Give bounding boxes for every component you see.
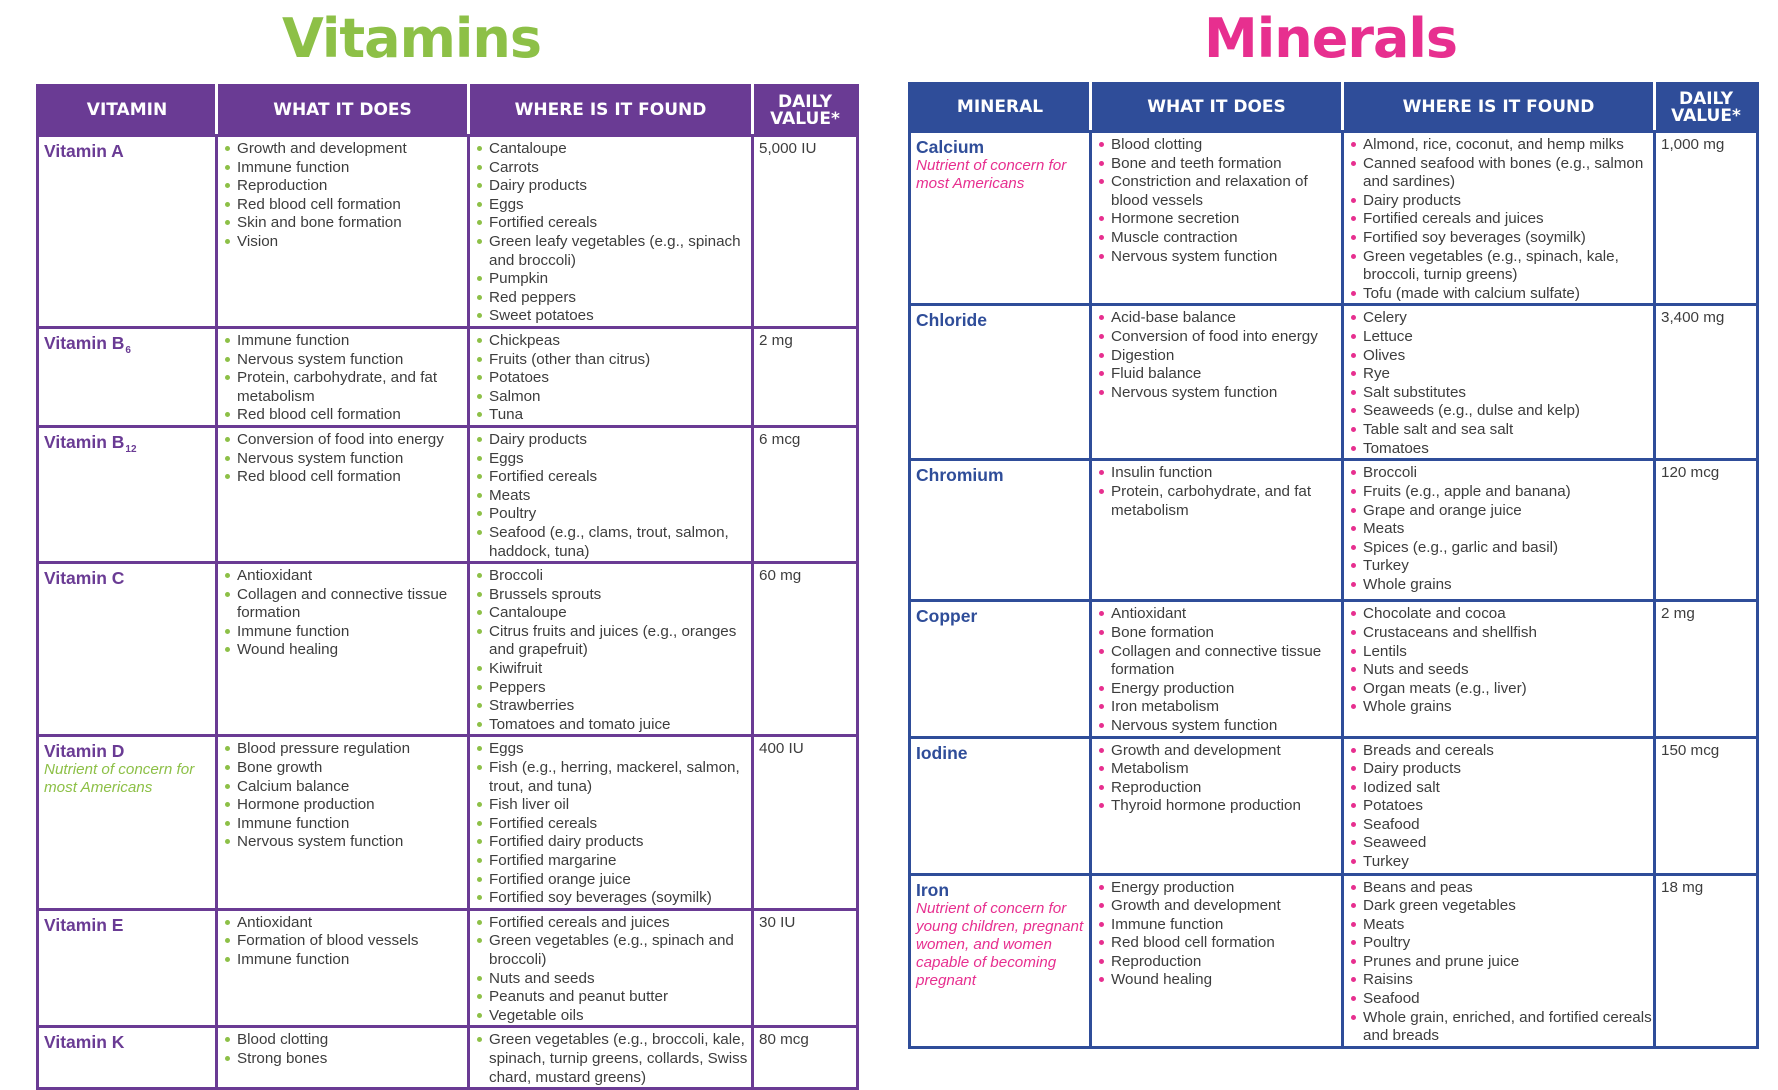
list-item: Broccoli (475, 567, 751, 586)
list-item: Immune function (223, 623, 467, 642)
list-item: Olives (1349, 347, 1653, 366)
vitamin-daily-value: 5,000 IU (753, 136, 858, 328)
list-item: Bone formation (1097, 624, 1341, 643)
mineral-where-found-list (1349, 605, 1653, 717)
list-item: Eggs (475, 450, 751, 469)
list-item: Poultry (1349, 934, 1653, 953)
vitamin-what-it-does-list (223, 332, 467, 425)
list-item: Whole grain, enriched, and fortified cereals and breads (1349, 1009, 1653, 1046)
list-item: Vision (223, 233, 467, 252)
list-item: Nervous system function (223, 833, 467, 852)
vitamin-name-cell (38, 563, 217, 736)
list-item: Tomatoes and tomato juice (475, 716, 751, 735)
mineral-name-text: Copper (916, 606, 978, 627)
mineral-where-found-list (1349, 464, 1653, 594)
list-item: Immune function (1097, 916, 1341, 935)
mineral-what-it-does-cell (1091, 132, 1343, 305)
vitamin-concern-note: Nutrient of concern for most Americans (44, 761, 195, 797)
mineral-name-cell (910, 737, 1091, 874)
mineral-row (910, 737, 1758, 874)
vitamin-what-it-does-list (223, 431, 467, 487)
mineral-name (916, 136, 1089, 157)
list-item: Fortified orange juice (475, 871, 751, 890)
list-item: Meats (1349, 520, 1653, 539)
mineral-where-found-list (1349, 136, 1653, 303)
mineral-what-it-does-cell (1091, 874, 1343, 1047)
list-item: Fluid balance (1097, 365, 1341, 384)
mineral-what-it-does-list (1097, 742, 1341, 816)
list-item: Kiwifruit (475, 660, 751, 679)
vitamin-where-found-cell (469, 909, 753, 1027)
mineral-row (910, 132, 1758, 305)
mineral-where-found-cell (1343, 737, 1655, 874)
list-item: Celery (1349, 309, 1653, 328)
vitamin-name-cell (38, 736, 217, 909)
list-item: Strawberries (475, 697, 751, 716)
vitamin-where-found-list (475, 431, 751, 561)
list-item: Seaweeds (e.g., dulse and kelp) (1349, 402, 1653, 421)
vitamin-daily-value: 6 mcg (753, 426, 858, 562)
mineral-what-it-does-list (1097, 309, 1341, 402)
mineral-name-text: Calcium (916, 137, 985, 157)
list-item: Dairy products (475, 431, 751, 450)
list-item: Broccoli (1349, 464, 1653, 483)
mineral-row (910, 305, 1758, 460)
vitamin-what-it-does-list (223, 914, 467, 970)
mineral-name-cell (910, 874, 1091, 1047)
minerals-header-daily-value: DAILY VALUE* (1655, 84, 1758, 132)
list-item: Green leafy vegetables (e.g., spinach and broccoli) (475, 233, 751, 270)
list-item: Lentils (1349, 643, 1653, 662)
list-item: Tofu (made with calcium sulfate) (1349, 285, 1653, 304)
list-item: Red blood cell formation (223, 406, 467, 425)
list-item: Nervous system function (1097, 384, 1341, 403)
mineral-daily-value: 18 mg (1655, 874, 1758, 1047)
vitamin-name-text: Vitamin E (44, 914, 124, 935)
minerals-header-what-it-does: WHAT IT DOES (1091, 84, 1343, 132)
mineral-name-text: Iron (916, 879, 950, 900)
vitamins-title: Vitamins (282, 7, 541, 70)
list-item: Turkey (1349, 557, 1653, 576)
mineral-daily-value: 1,000 mg (1655, 132, 1758, 305)
list-item: Almond, rice, coconut, and hemp milks (1349, 136, 1653, 155)
list-item: Beans and peas (1349, 879, 1653, 898)
list-item: Fish (e.g., herring, mackerel, salmon, trout, and tuna) (475, 759, 751, 796)
vitamin-where-found-list (475, 140, 751, 326)
vitamin-where-found-cell (469, 563, 753, 736)
list-item: Formation of blood vessels (223, 932, 467, 951)
list-item: Eggs (475, 740, 751, 759)
list-item: Fortified margarine (475, 852, 751, 871)
minerals-header-row (910, 84, 1758, 132)
list-item: Turkey (1349, 853, 1653, 872)
list-item: Metabolism (1097, 760, 1341, 779)
vitamin-daily-value: 2 mg (753, 327, 858, 426)
vitamin-what-it-does-list (223, 140, 467, 252)
mineral-daily-value: 120 mcg (1655, 460, 1758, 601)
list-item: Seafood (1349, 816, 1653, 835)
vitamin-what-it-does-cell (217, 736, 469, 909)
list-item: Blood pressure regulation (223, 740, 467, 759)
vitamin-what-it-does-list (223, 1031, 467, 1068)
list-item: Cantaloupe (475, 604, 751, 623)
vitamin-row (38, 136, 858, 328)
vitamin-name (44, 140, 215, 161)
list-item: Reproduction (1097, 953, 1341, 972)
list-item: Antioxidant (223, 567, 467, 586)
vitamin-row (38, 563, 858, 736)
mineral-name (916, 309, 1089, 330)
vitamin-where-found-list (475, 914, 751, 1026)
vitamin-name-cell (38, 909, 217, 1027)
list-item: Blood clotting (1097, 136, 1341, 155)
list-item: Meats (1349, 916, 1653, 935)
mineral-what-it-does-list (1097, 605, 1341, 735)
list-item: Reproduction (1097, 779, 1341, 798)
vitamin-daily-value: 30 IU (753, 909, 858, 1027)
list-item: Dairy products (1349, 192, 1653, 211)
list-item: Calcium balance (223, 778, 467, 797)
vitamin-what-it-does-cell (217, 426, 469, 562)
mineral-what-it-does-cell (1091, 305, 1343, 460)
list-item: Energy production (1097, 879, 1341, 898)
list-item: Canned seafood with bones (e.g., salmon and sardines) (1349, 155, 1653, 192)
list-item: Fortified cereals and juices (1349, 210, 1653, 229)
vitamin-name-text: Vitamin K (44, 1032, 125, 1053)
list-item: Nervous system function (1097, 717, 1341, 736)
vitamin-where-found-cell (469, 136, 753, 328)
mineral-what-it-does-list (1097, 136, 1341, 266)
vitamin-name (44, 740, 215, 761)
vitamin-where-found-list (475, 740, 751, 907)
vitamins-header-vitamin: VITAMIN (38, 86, 217, 136)
list-item: Protein, carbohydrate, and fat metabolism (1097, 483, 1341, 520)
list-item: Immune function (223, 332, 467, 351)
list-item: Bone growth (223, 759, 467, 778)
list-item: Antioxidant (223, 914, 467, 933)
list-item: Red blood cell formation (1097, 934, 1341, 953)
list-item: Conversion of food into energy (223, 431, 467, 450)
mineral-where-found-cell (1343, 132, 1655, 305)
vitamin-daily-value: 400 IU (753, 736, 858, 909)
vitamin-name-cell (38, 426, 217, 562)
mineral-name-cell (910, 132, 1091, 305)
mineral-daily-value: 3,400 mg (1655, 305, 1758, 460)
vitamins-header-where-found: WHERE IS IT FOUND (469, 86, 753, 136)
list-item: Iron metabolism (1097, 698, 1341, 717)
vitamins-header-row (38, 86, 858, 136)
list-item: Nuts and seeds (1349, 661, 1653, 680)
list-item: Potatoes (1349, 797, 1653, 816)
list-item: Cantaloupe (475, 140, 751, 159)
list-item: Strong bones (223, 1050, 467, 1069)
list-item: Reproduction (223, 177, 467, 196)
list-item: Peppers (475, 679, 751, 698)
list-item: Poultry (475, 505, 751, 524)
list-item: Meats (475, 487, 751, 506)
list-item: Spices (e.g., garlic and basil) (1349, 539, 1653, 558)
list-item: Pumpkin (475, 270, 751, 289)
list-item: Fruits (other than citrus) (475, 351, 751, 370)
list-item: Iodized salt (1349, 779, 1653, 798)
list-item: Peanuts and peanut butter (475, 988, 751, 1007)
vitamins-header-daily-value: DAILY VALUE* (753, 86, 858, 136)
list-item: Bone and teeth formation (1097, 155, 1341, 174)
minerals-header-mineral: MINERAL (910, 84, 1091, 132)
list-item: Growth and development (1097, 742, 1341, 761)
vitamin-name (44, 332, 215, 361)
list-item: Nervous system function (223, 351, 467, 370)
minerals-title: Minerals (1204, 7, 1458, 70)
list-item: Constriction and relaxation of blood vessels (1097, 173, 1341, 210)
vitamin-what-it-does-cell (217, 563, 469, 736)
mineral-name-text: Chromium (916, 465, 1004, 486)
vitamin-name-text: Vitamin A (44, 141, 124, 161)
mineral-name (916, 605, 1089, 626)
vitamin-where-found-list (475, 567, 751, 734)
list-item: Fish liver oil (475, 796, 751, 815)
list-item: Energy production (1097, 680, 1341, 699)
vitamin-name-text: Vitamin B (44, 431, 125, 452)
vitamin-where-found-cell (469, 736, 753, 909)
vitamin-daily-value: 60 mg (753, 563, 858, 736)
list-item: Chocolate and cocoa (1349, 605, 1653, 624)
minerals-table-body (910, 132, 1758, 1048)
mineral-name-cell (910, 601, 1091, 737)
mineral-name-text: Chloride (916, 310, 987, 331)
list-item: Brussels sprouts (475, 586, 751, 605)
list-item: Prunes and prune juice (1349, 953, 1653, 972)
mineral-daily-value: 2 mg (1655, 601, 1758, 737)
vitamin-name (44, 431, 215, 460)
vitamins-header-what-it-does: WHAT IT DOES (217, 86, 469, 136)
list-item: Table salt and sea salt (1349, 421, 1653, 440)
list-item: Dairy products (475, 177, 751, 196)
list-item: Seafood (e.g., clams, trout, salmon, haddock, tuna) (475, 524, 751, 561)
list-item: Nervous system function (223, 450, 467, 469)
vitamin-name-subscript: 6 (125, 344, 131, 356)
list-item: Fruits (e.g., apple and banana) (1349, 483, 1653, 502)
list-item: Seafood (1349, 990, 1653, 1009)
vitamin-where-found-list (475, 332, 751, 425)
list-item: Green vegetables (e.g., spinach, kale, broccoli, turnip greens) (1349, 248, 1653, 285)
list-item: Wound healing (1097, 971, 1341, 990)
list-item: Seaweed (1349, 834, 1653, 853)
list-item: Skin and bone formation (223, 214, 467, 233)
list-item: Fortified soy beverages (soymilk) (475, 889, 751, 908)
vitamin-name (44, 567, 215, 588)
list-item: Nervous system function (1097, 248, 1341, 267)
mineral-row (910, 874, 1758, 1047)
list-item: Fortified soy beverages (soymilk) (1349, 229, 1653, 248)
vitamin-where-found-cell (469, 426, 753, 562)
list-item: Rye (1349, 365, 1653, 384)
list-item: Fortified dairy products (475, 833, 751, 852)
list-item: Muscle contraction (1097, 229, 1341, 248)
vitamin-row (38, 736, 858, 909)
list-item: Eggs (475, 196, 751, 215)
list-item: Growth and development (1097, 897, 1341, 916)
list-item: Whole grains (1349, 698, 1653, 717)
list-item: Citrus fruits and juices (e.g., oranges and grapefruit) (475, 623, 751, 660)
list-item: Collagen and connective tissue formation (223, 586, 467, 623)
vitamin-name-text: Vitamin B (44, 332, 125, 353)
mineral-where-found-list (1349, 309, 1653, 458)
mineral-concern-note: Nutrient of concern for most Americans (916, 157, 1067, 192)
vitamin-name (44, 1031, 215, 1052)
vitamin-row (38, 909, 858, 1027)
mineral-what-it-does-cell (1091, 460, 1343, 601)
list-item: Chickpeas (475, 332, 751, 351)
vitamin-name (44, 914, 215, 935)
list-item: Green vegetables (e.g., spinach and broccoli) (475, 932, 751, 969)
list-item: Antioxidant (1097, 605, 1341, 624)
mineral-where-found-list (1349, 742, 1653, 872)
list-item: Red blood cell formation (223, 196, 467, 215)
mineral-where-found-cell (1343, 460, 1655, 601)
list-item: Wound healing (223, 641, 467, 660)
vitamin-row (38, 327, 858, 426)
mineral-where-found-cell (1343, 874, 1655, 1047)
vitamin-row (38, 426, 858, 562)
vitamins-table (36, 84, 859, 1090)
list-item: Whole grains (1349, 576, 1653, 595)
vitamin-name-text: Vitamin C (44, 568, 125, 589)
list-item: Digestion (1097, 347, 1341, 366)
mineral-what-it-does-list (1097, 879, 1341, 991)
vitamin-what-it-does-list (223, 567, 467, 660)
list-item: Crustaceans and shellfish (1349, 624, 1653, 643)
vitamin-what-it-does-cell (217, 327, 469, 426)
list-item: Nuts and seeds (475, 970, 751, 989)
list-item: Acid-base balance (1097, 309, 1341, 328)
list-item: Immune function (223, 159, 467, 178)
list-item: Fortified cereals (475, 815, 751, 834)
vitamin-what-it-does-cell (217, 909, 469, 1027)
vitamin-what-it-does-cell (217, 136, 469, 328)
list-item: Grape and orange juice (1349, 502, 1653, 521)
mineral-row (910, 460, 1758, 601)
mineral-name (916, 742, 1089, 763)
list-item: Hormone production (223, 796, 467, 815)
vitamin-where-found-list (475, 1031, 751, 1087)
list-item: Blood clotting (223, 1031, 467, 1050)
list-item: Immune function (223, 815, 467, 834)
list-item: Immune function (223, 951, 467, 970)
mineral-name-cell (910, 460, 1091, 601)
mineral-where-found-cell (1343, 305, 1655, 460)
list-item: Vegetable oils (475, 1007, 751, 1026)
list-item: Dark green vegetables (1349, 897, 1653, 916)
mineral-row (910, 601, 1758, 737)
list-item: Tomatoes (1349, 440, 1653, 459)
list-item: Fortified cereals (475, 214, 751, 233)
minerals-table (908, 82, 1759, 1049)
mineral-name-cell (910, 305, 1091, 460)
mineral-where-found-list (1349, 879, 1653, 1046)
vitamin-where-found-cell (469, 327, 753, 426)
mineral-name (916, 464, 1089, 485)
list-item: Salmon (475, 388, 751, 407)
list-item: Potatoes (475, 369, 751, 388)
list-item: Red blood cell formation (223, 468, 467, 487)
vitamin-name-text: Vitamin D (44, 741, 125, 762)
list-item: Salt substitutes (1349, 384, 1653, 403)
list-item: Thyroid hormone production (1097, 797, 1341, 816)
mineral-name-text: Iodine (916, 742, 968, 763)
mineral-where-found-cell (1343, 601, 1655, 737)
list-item: Dairy products (1349, 760, 1653, 779)
vitamins-table-body (38, 136, 858, 1089)
mineral-what-it-does-cell (1091, 737, 1343, 874)
list-item: Fortified cereals and juices (475, 914, 751, 933)
mineral-concern-note: Nutrient of concern for young children, pregnant women, and women capable of becoming pregnant (916, 899, 1084, 989)
mineral-what-it-does-list (1097, 464, 1341, 520)
vitamin-name-cell (38, 136, 217, 328)
mineral-daily-value: 150 mcg (1655, 737, 1758, 874)
list-item: Organ meats (e.g., liver) (1349, 680, 1653, 699)
list-item: Breads and cereals (1349, 742, 1653, 761)
list-item: Conversion of food into energy (1097, 328, 1341, 347)
list-item: Raisins (1349, 971, 1653, 990)
list-item: Growth and development (223, 140, 467, 159)
list-item: Hormone secretion (1097, 210, 1341, 229)
list-item: Green vegetables (e.g., broccoli, kale, spinach, turnip greens, collards, Swiss chard, mustard greens) (475, 1031, 751, 1087)
minerals-header-where-found: WHERE IS IT FOUND (1343, 84, 1655, 132)
list-item: Fortified cereals (475, 468, 751, 487)
list-item: Lettuce (1349, 328, 1653, 347)
list-item: Sweet potatoes (475, 307, 751, 326)
list-item: Red peppers (475, 289, 751, 308)
list-item: Carrots (475, 159, 751, 178)
vitamin-name-subscript: 12 (125, 443, 137, 455)
vitamin-daily-value: 80 mcg (753, 1027, 858, 1089)
list-item: Tuna (475, 406, 751, 425)
vitamin-what-it-does-list (223, 740, 467, 852)
list-item: Protein, carbohydrate, and fat metabolism (223, 369, 467, 406)
mineral-name (916, 879, 1089, 900)
vitamin-name-cell (38, 327, 217, 426)
mineral-what-it-does-cell (1091, 601, 1343, 737)
list-item: Insulin function (1097, 464, 1341, 483)
list-item: Collagen and connective tissue formation (1097, 643, 1341, 680)
